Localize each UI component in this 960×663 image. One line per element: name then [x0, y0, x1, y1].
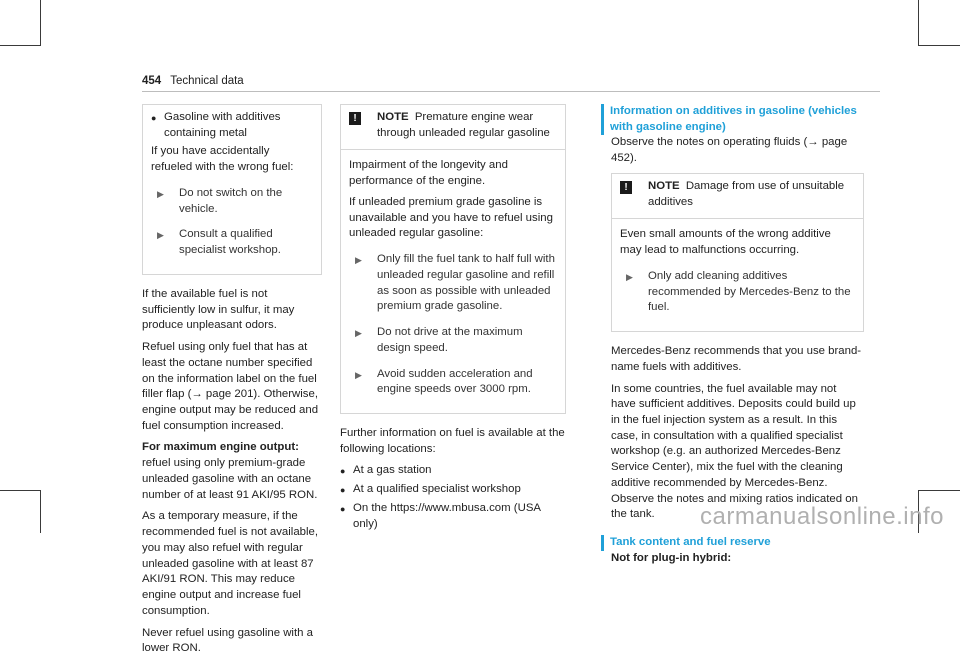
note-body: Even small amounts of the wrong additive may lead to malfunctions occurring. — [620, 228, 831, 257]
warning-icon: ! — [620, 181, 632, 194]
instruction-step — [349, 325, 557, 356]
step-text: Do not drive at the maximum design speed. — [377, 326, 523, 354]
crop-mark — [918, 45, 960, 46]
crop-mark — [0, 45, 41, 46]
list-item — [340, 463, 566, 479]
section-title: Tank content and fuel reserve — [610, 536, 771, 549]
step-text: Do not switch on the vehicle. — [179, 186, 283, 215]
note-header — [349, 110, 557, 141]
crop-mark — [40, 490, 41, 533]
section-marker — [601, 535, 604, 551]
step-arrow-icon: ▶ — [626, 271, 633, 282]
step-arrow-icon: ▶ — [355, 369, 362, 380]
watermark: carmanualsonline.info — [700, 503, 944, 530]
list-item — [340, 482, 566, 498]
crop-mark — [40, 0, 41, 46]
section-heading — [611, 535, 864, 551]
section-name: Technical data — [170, 75, 244, 87]
list-item-text: At a qualified specialist workshop — [353, 483, 521, 496]
column-middle — [340, 104, 566, 536]
note-box — [611, 173, 864, 332]
section-marker — [601, 104, 604, 135]
info-box — [142, 104, 322, 275]
section-heading — [611, 104, 864, 135]
section-title: Information on additives in gasoline (vehicles with gasoline engine) — [610, 105, 857, 133]
step-arrow-icon: ▶ — [355, 255, 362, 266]
note-title: NOTE — [377, 111, 409, 123]
instruction-step — [151, 186, 313, 217]
step-text: Consult a qualified specialist workshop. — [179, 228, 281, 257]
note-divider — [612, 218, 863, 219]
list-item-text: Gasoline with additives containing metal — [164, 111, 281, 139]
note-body: Impairment of the longevity and performance of the engine. — [349, 159, 508, 188]
crop-mark — [918, 0, 919, 46]
note-body: If unleaded premium grade gasoline is unavailable and you have to refuel using unleaded regular gasoline: — [349, 195, 553, 240]
paragraph: Observe the notes on operating fluids (→ page 452). — [611, 136, 848, 165]
crop-mark — [0, 490, 41, 491]
note-divider — [341, 149, 565, 150]
bullet-icon: ● — [340, 485, 346, 496]
note-box — [340, 104, 566, 414]
step-arrow-icon: ▶ — [355, 328, 362, 339]
instruction-step — [349, 252, 557, 315]
bullet-icon: ● — [340, 504, 346, 515]
paragraph: If the available fuel is not sufficiently low in sulfur, it may produce unpleasant odors. — [142, 287, 295, 332]
subheading: Not for plug-in hybrid: — [611, 551, 732, 564]
bullet-icon: ● — [151, 113, 157, 123]
note-title: NOTE — [648, 179, 680, 192]
step-text: Only fill the fuel tank to half full with unleaded regular gasoline and refill as soon as possible with unleaded premium grade gasoline. — [377, 253, 555, 313]
bullet-icon: ● — [340, 466, 346, 477]
page-number: 454 — [142, 75, 162, 87]
paragraph: Further information on fuel is available at the following locations: — [340, 427, 565, 455]
paragraph: In some countries, the fuel available may not have sufficient additives. Deposits could build up in the fuel injection system as a result. In this case, in consultation with a qualified specialist workshop (e.g. an authorized Mercedes-Benz Service Center), mix the fuel with the cleaning additive recommended by Mercedes-Benz. Observe the notes and mixing ratios indicated on the tank. — [611, 382, 858, 521]
paragraph: As a temporary measure, if the recommended fuel is not available, you may also refuel with regular unleaded gasoline with at least 87 AKI/91 RON. This may reduce engine output and increase fuel consumption. — [142, 510, 319, 617]
paragraph: Refuel using only fuel that has at least the octane number specified on the information label on the fuel filler flap (→ page 201). Otherwise, engine output may be reduced and fuel consumption increased. — [142, 341, 319, 432]
crop-mark — [918, 490, 960, 491]
warning-icon: ! — [349, 112, 361, 125]
instruction-step — [349, 367, 557, 398]
instruction-step — [620, 269, 855, 316]
list-item — [340, 501, 566, 532]
step-text: Avoid sudden acceleration and engine speeds over 3000 rpm. — [377, 367, 533, 396]
instruction-step — [151, 227, 313, 258]
list-item-text: On the https://www.mbusa.com (USA only) — [353, 502, 541, 531]
list-item-text: At a gas station — [353, 464, 432, 477]
list-item — [151, 110, 313, 141]
note-heading-text: Premature engine wear through unleaded regular gasoline — [377, 111, 550, 139]
paragraph: Mercedes-Benz recommends that you use brand-name fuels with additives. — [611, 345, 862, 373]
paragraph — [142, 440, 322, 503]
column-left — [142, 104, 322, 663]
bold-lead: For maximum engine output: — [142, 441, 299, 454]
box-text: If you have accidentally refueled with the wrong fuel: — [151, 145, 294, 174]
step-arrow-icon: ▶ — [157, 188, 164, 199]
step-text: Only add cleaning additives recommended by Mercedes-Benz to the fuel. — [648, 269, 851, 314]
page-header — [142, 74, 244, 90]
paragraph-text: refuel using only premium-grade unleaded gasoline with an octane number of at least 91 AKI/95 RON. — [142, 457, 318, 501]
paragraph: Never refuel using gasoline with a lower RON. — [142, 626, 313, 655]
header-divider — [142, 91, 880, 92]
note-heading-text: Damage from use of unsuitable additives — [648, 179, 845, 208]
step-arrow-icon: ▶ — [157, 230, 164, 241]
note-header — [620, 179, 855, 210]
